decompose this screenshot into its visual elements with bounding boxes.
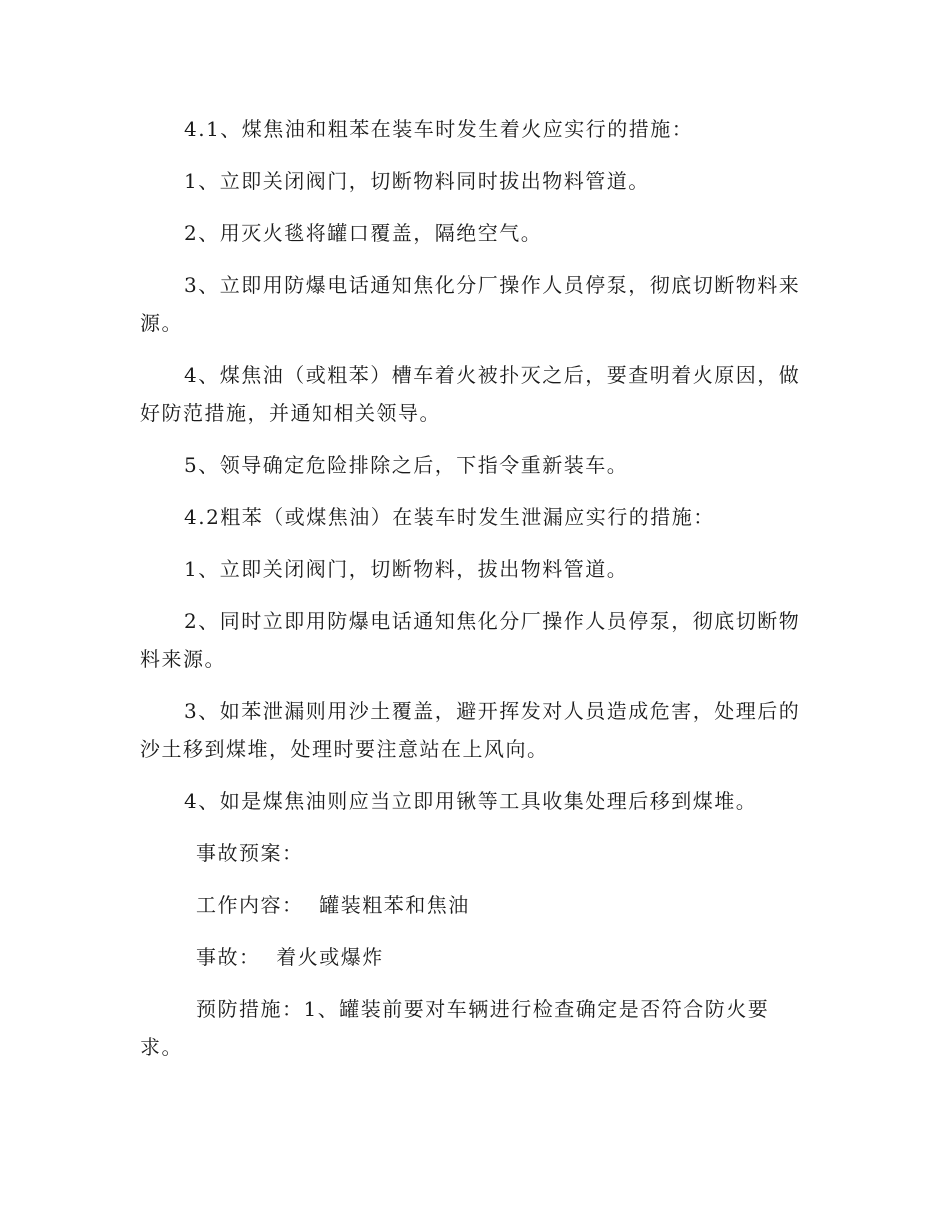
prevention-measures-paragraph: 预防措施：1、罐装前要对车辆进行检查确定是否符合防火要求。 (140, 997, 770, 1059)
paragraph-leak-step-4: 4、如是煤焦油则应当立即用锹等工具收集处理后移到煤堆。 (184, 789, 758, 813)
paragraph-leak-step-2: 2、同时立即用防爆电话通知焦化分厂操作人员停泵，彻底切断物料来源。 (140, 609, 801, 671)
section-heading-4-1: 4.1、煤焦油和粗苯在装车时发生着火应实行的措施： (184, 117, 694, 141)
paragraph-leak-step-3: 3、如苯泄漏则用沙土覆盖，避开挥发对人员造成危害，处理后的沙土移到煤堆，处理时要注意站在上风向。 (140, 699, 801, 761)
work-content-line: 工作内容： 罐装粗苯和焦油 (196, 893, 470, 917)
paragraph-leak-step-1: 1、立即关闭阀门，切断物料，拔出物料管道。 (184, 557, 629, 581)
paragraph-fire-step-1: 1、立即关闭阀门，切断物料同时拔出物料管道。 (184, 169, 650, 193)
section-heading-4-2: 4.2粗苯（或煤焦油）在装车时发生泄漏应实行的措施： (184, 505, 715, 529)
paragraph-fire-step-3: 3、立即用防爆电话通知焦化分厂操作人员停泵，彻底切断物料来源。 (140, 273, 801, 335)
paragraph-fire-step-4: 4、煤焦油（或粗苯）槽车着火被扑灭之后，要查明着火原因，做好防范措施，并通知相关领导。 (140, 363, 801, 425)
paragraph-fire-step-2: 2、用灭火毯将罐口覆盖，隔绝空气。 (184, 221, 543, 245)
paragraph-fire-step-5: 5、领导确定危险排除之后，下指令重新装车。 (184, 453, 629, 477)
accident-type-line: 事故： 着火或爆炸 (196, 945, 384, 969)
accident-plan-heading: 事故预案： (196, 841, 304, 865)
